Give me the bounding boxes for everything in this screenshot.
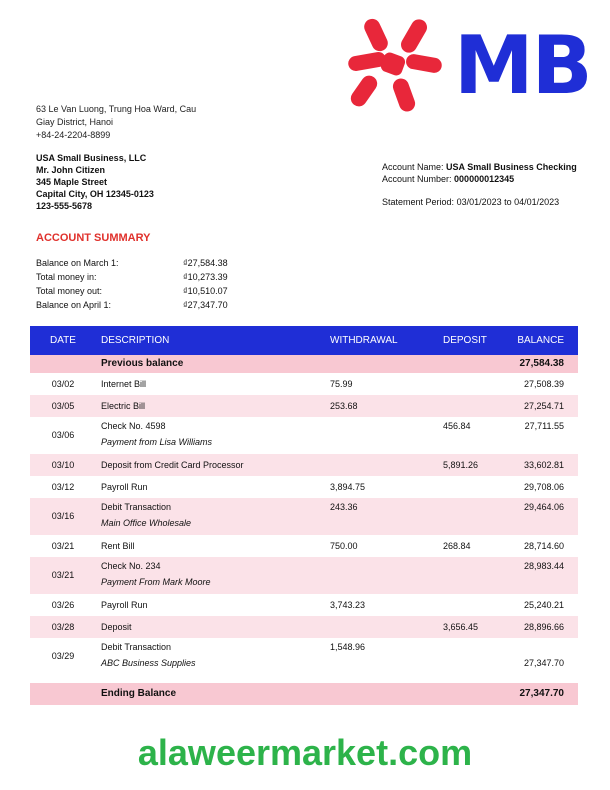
row-description: Check No. 4598 [101,421,166,431]
brand-name: MB [454,19,591,112]
header-date: DATE [50,335,76,346]
row-deposit: 456.84 [443,421,471,431]
header-description: DESCRIPTION [101,335,170,346]
row-balance: 29,464.06 [523,502,564,512]
summary-label: Balance on April 1: [36,300,112,310]
row-deposit: 3,656.45 [443,622,479,632]
account-name-label: Account Name: [382,162,444,172]
row-balance: 28,983.44 [523,561,564,571]
row-balance: 28,714.60 [523,541,564,551]
header-balance: BALANCE [517,335,564,346]
transactions-table [30,326,578,705]
row-description: Debit Transaction [101,642,172,652]
row-date: 03/28 [51,622,75,632]
row-sub-description: Main Office Wholesale [101,518,192,528]
customer-phone: 123-555-5678 [36,201,93,211]
row-balance: 27,347.70 [523,658,564,668]
table-row [30,417,578,454]
table-row [30,616,578,638]
row-date: 03/10 [51,460,75,470]
row-balance: 29,708.06 [523,482,564,492]
row-withdrawal: 243.36 [330,502,358,512]
row-withdrawal: 3,894.75 [330,482,366,492]
table-row [30,454,578,476]
bank-logo [348,16,591,114]
summary-label: Total money out: [36,286,103,296]
row-deposit: 268.84 [443,541,471,551]
opening-balance-value: 27,584.38 [519,358,564,369]
period-label: Statement Period: [382,197,455,207]
bank-address-line: Giay District, Hanoi [36,117,114,127]
customer-name: Mr. John Citizen [36,165,106,175]
table-header [30,326,578,355]
table-row [30,535,578,557]
table-row [30,594,578,616]
row-deposit: 5,891.26 [443,460,479,470]
ending-balance-row [30,683,578,705]
summary-value: ₫27,347.70 [183,300,228,310]
row-sub-description: ABC Business Supplies [101,658,196,668]
summary-title: ACCOUNT SUMMARY [36,232,151,244]
row-date: 03/29 [51,651,75,661]
row-sub-description: Payment From Mark Moore [101,577,211,587]
account-summary [36,256,228,312]
table-row [30,498,578,535]
watermark: alaweermarket.com [137,732,473,773]
account-number-value: 000000012345 [454,174,515,184]
customer-city: Capital City, OH 12345-0123 [36,189,154,199]
customer-street: 345 Maple Street [36,177,108,187]
row-description: Check No. 234 [101,561,161,571]
row-description: Rent Bill [101,541,135,551]
row-balance: 27,508.39 [523,379,564,389]
row-description: Deposit from Credit Card Processor [101,460,244,470]
account-name-value: USA Small Business Checking [446,162,577,172]
row-date: 03/06 [51,430,75,440]
row-date: 03/26 [51,600,75,610]
row-withdrawal: 3,743.23 [330,600,366,610]
header-withdrawal: WITHDRAWAL [330,335,398,346]
row-date: 03/21 [51,570,75,580]
row-date: 03/21 [51,541,75,551]
row-description: Deposit [101,622,132,632]
bank-address [36,103,196,142]
bank-address-line: 63 Le Van Luong, Trung Hoa Ward, Cau [36,104,197,114]
ending-balance-value: 27,347.70 [519,688,564,699]
row-date: 03/12 [51,482,75,492]
table-row [30,395,578,417]
row-description: Electric Bill [101,401,146,411]
period-value: 03/01/2023 to 04/01/2023 [456,197,560,207]
row-description: Debit Transaction [101,502,172,512]
row-withdrawal: 1,548.96 [330,642,366,652]
table-row [30,638,578,675]
summary-value: ₫10,510.07 [183,286,228,296]
customer-company: USA Small Business, LLC [36,153,147,163]
row-withdrawal: 253.68 [330,401,358,411]
ending-balance-label: Ending Balance [101,688,177,699]
account-info [382,161,577,185]
row-withdrawal: 75.99 [330,379,353,389]
row-date: 03/16 [51,511,75,521]
opening-balance-label: Previous balance [101,358,184,369]
row-withdrawal: 750.00 [330,541,358,551]
row-balance: 27,711.55 [524,421,564,431]
row-description: Payroll Run [101,482,148,492]
opening-balance-row [30,355,578,373]
summary-label: Balance on March 1: [36,258,119,268]
table-row [30,373,578,395]
table-row [30,557,578,594]
row-description: Internet Bill [101,379,147,389]
header-deposit: DEPOSIT [443,335,487,346]
customer-block [36,152,154,212]
bank-phone: +84-24-2204-8899 [36,130,111,140]
table-row [30,476,578,498]
summary-value: ₫27,584.38 [183,258,228,268]
row-balance: 27,254.71 [523,401,564,411]
summary-label: Total money in: [36,272,97,282]
statement-period [382,197,559,207]
summary-value: ₫10,273.39 [183,272,228,282]
row-date: 03/02 [51,379,75,389]
row-sub-description: Payment from Lisa Williams [101,437,212,447]
account-number-label: Account Number: [382,174,452,184]
star-logo-icon [348,16,444,114]
row-date: 03/05 [51,401,75,411]
row-balance: 25,240.21 [523,600,564,610]
row-description: Payroll Run [101,600,148,610]
row-balance: 33,602.81 [523,460,564,470]
row-balance: 28,896.66 [523,622,564,632]
